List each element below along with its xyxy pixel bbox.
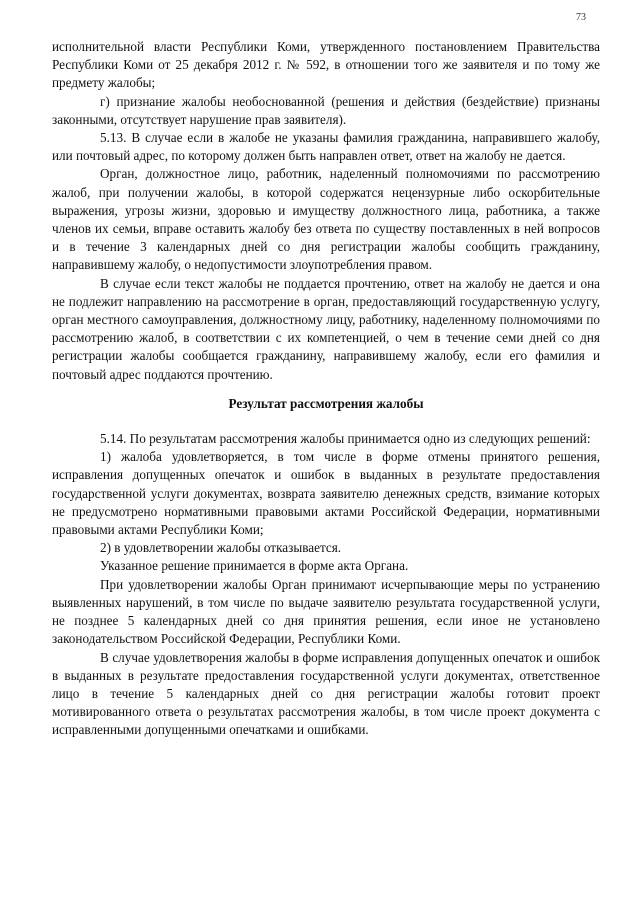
paragraph-item-g: г) признание жалобы необоснованной (решения и действия (бездействие) признаны законными, отсутствует нарушение прав заявителя).: [52, 93, 600, 127]
paragraph-typo-correction: В случае удовлетворения жалобы в форме исправления допущенных опечаток и ошибок в выданных в результате предоставления государственной услуги документах, ответственное лицо в течение 5 календарных дней со дня регистрации жалобы готовит проект мотивированного ответа о результатах рассмотрения жалобы, в том числе проект документа с исправленными допущенными опечатками и ошибками.: [52, 649, 600, 738]
page-number: 73: [576, 12, 586, 23]
section-heading: Результат рассмотрения жалобы: [228, 395, 424, 411]
paragraph-unreadable-complaint: В случае если текст жалобы не поддается прочтению, ответ на жалобу не дается и она не подлежит направлению на рассмотрение в орган, предоставляющий государственную услугу, орган местного самоуправления, должностному лицу, работнику, наделенному полномочиями по рассмотрению жалоб, в соответствии с их компетенцией, о чем в течение семи дней со дня регистрации жалобы сообщается гражданину, направившему жалобу, если его фамилия и почтовый адрес поддаются прочтению.: [52, 275, 600, 382]
paragraph-offensive-complaint: Орган, должностное лицо, работник, наделенный полномочиями по рассмотрению жалоб, при получении жалобы, в которой содержатся нецензурные либо оскорбительные выражения, угрозы жизни, здоровью и имуществу должностного лица, работника, а также членов их семьи, вправе оставить жалобу без ответа по существу поставленных в ней вопросов и в течение 3 календарных дней со дня регистрации жалобы сообщить гражданину, направившему жалобу, о недопустимости злоупотребления правом.: [52, 166, 600, 273]
paragraph-decision-2: 2) в удовлетворении жалобы отказывается.: [100, 540, 342, 556]
paragraph-decision-1: 1) жалоба удовлетворяется, в том числе в форме отмены принятого решения, исправления допущенных опечаток и ошибок в выданных в результате предоставления государственной услуги документах, возврата заявителю денежных средств, взимание которых не предусмотрено нормативными правовыми актами Российской Федерации, нормативными правовыми актами Республики Коми;: [52, 449, 600, 538]
paragraph-decision-form: Указанное решение принимается в форме акта Органа.: [100, 558, 409, 574]
paragraph-5-14: 5.14. По результатам рассмотрения жалобы принимается одно из следующих решений:: [100, 431, 591, 447]
document-body: [52, 38, 600, 740]
paragraph-continuation: исполнительной власти Республики Коми, утвержденного постановлением Правительства Республики Коми от 25 декабря 2012 г. № 592, в отношении того же заявителя и по тому же предмету жалобы;: [52, 39, 600, 91]
paragraph-remedy-measures: При удовлетворении жалобы Орган принимают исчерпывающие меры по устранению выявленных нарушений, в том числе по выдаче заявителю результата государственной услуги, не позднее 5 календарных дней со дня принятия решения, если иное не установлено законодательством Российской Федерации, Республики Коми.: [52, 576, 600, 647]
paragraph-5-13: 5.13. В случае если в жалобе не указаны фамилия гражданина, направившего жалобу, или почтовый адрес, по которому должен быть направлен ответ, ответ на жалобу не дается.: [52, 130, 600, 164]
